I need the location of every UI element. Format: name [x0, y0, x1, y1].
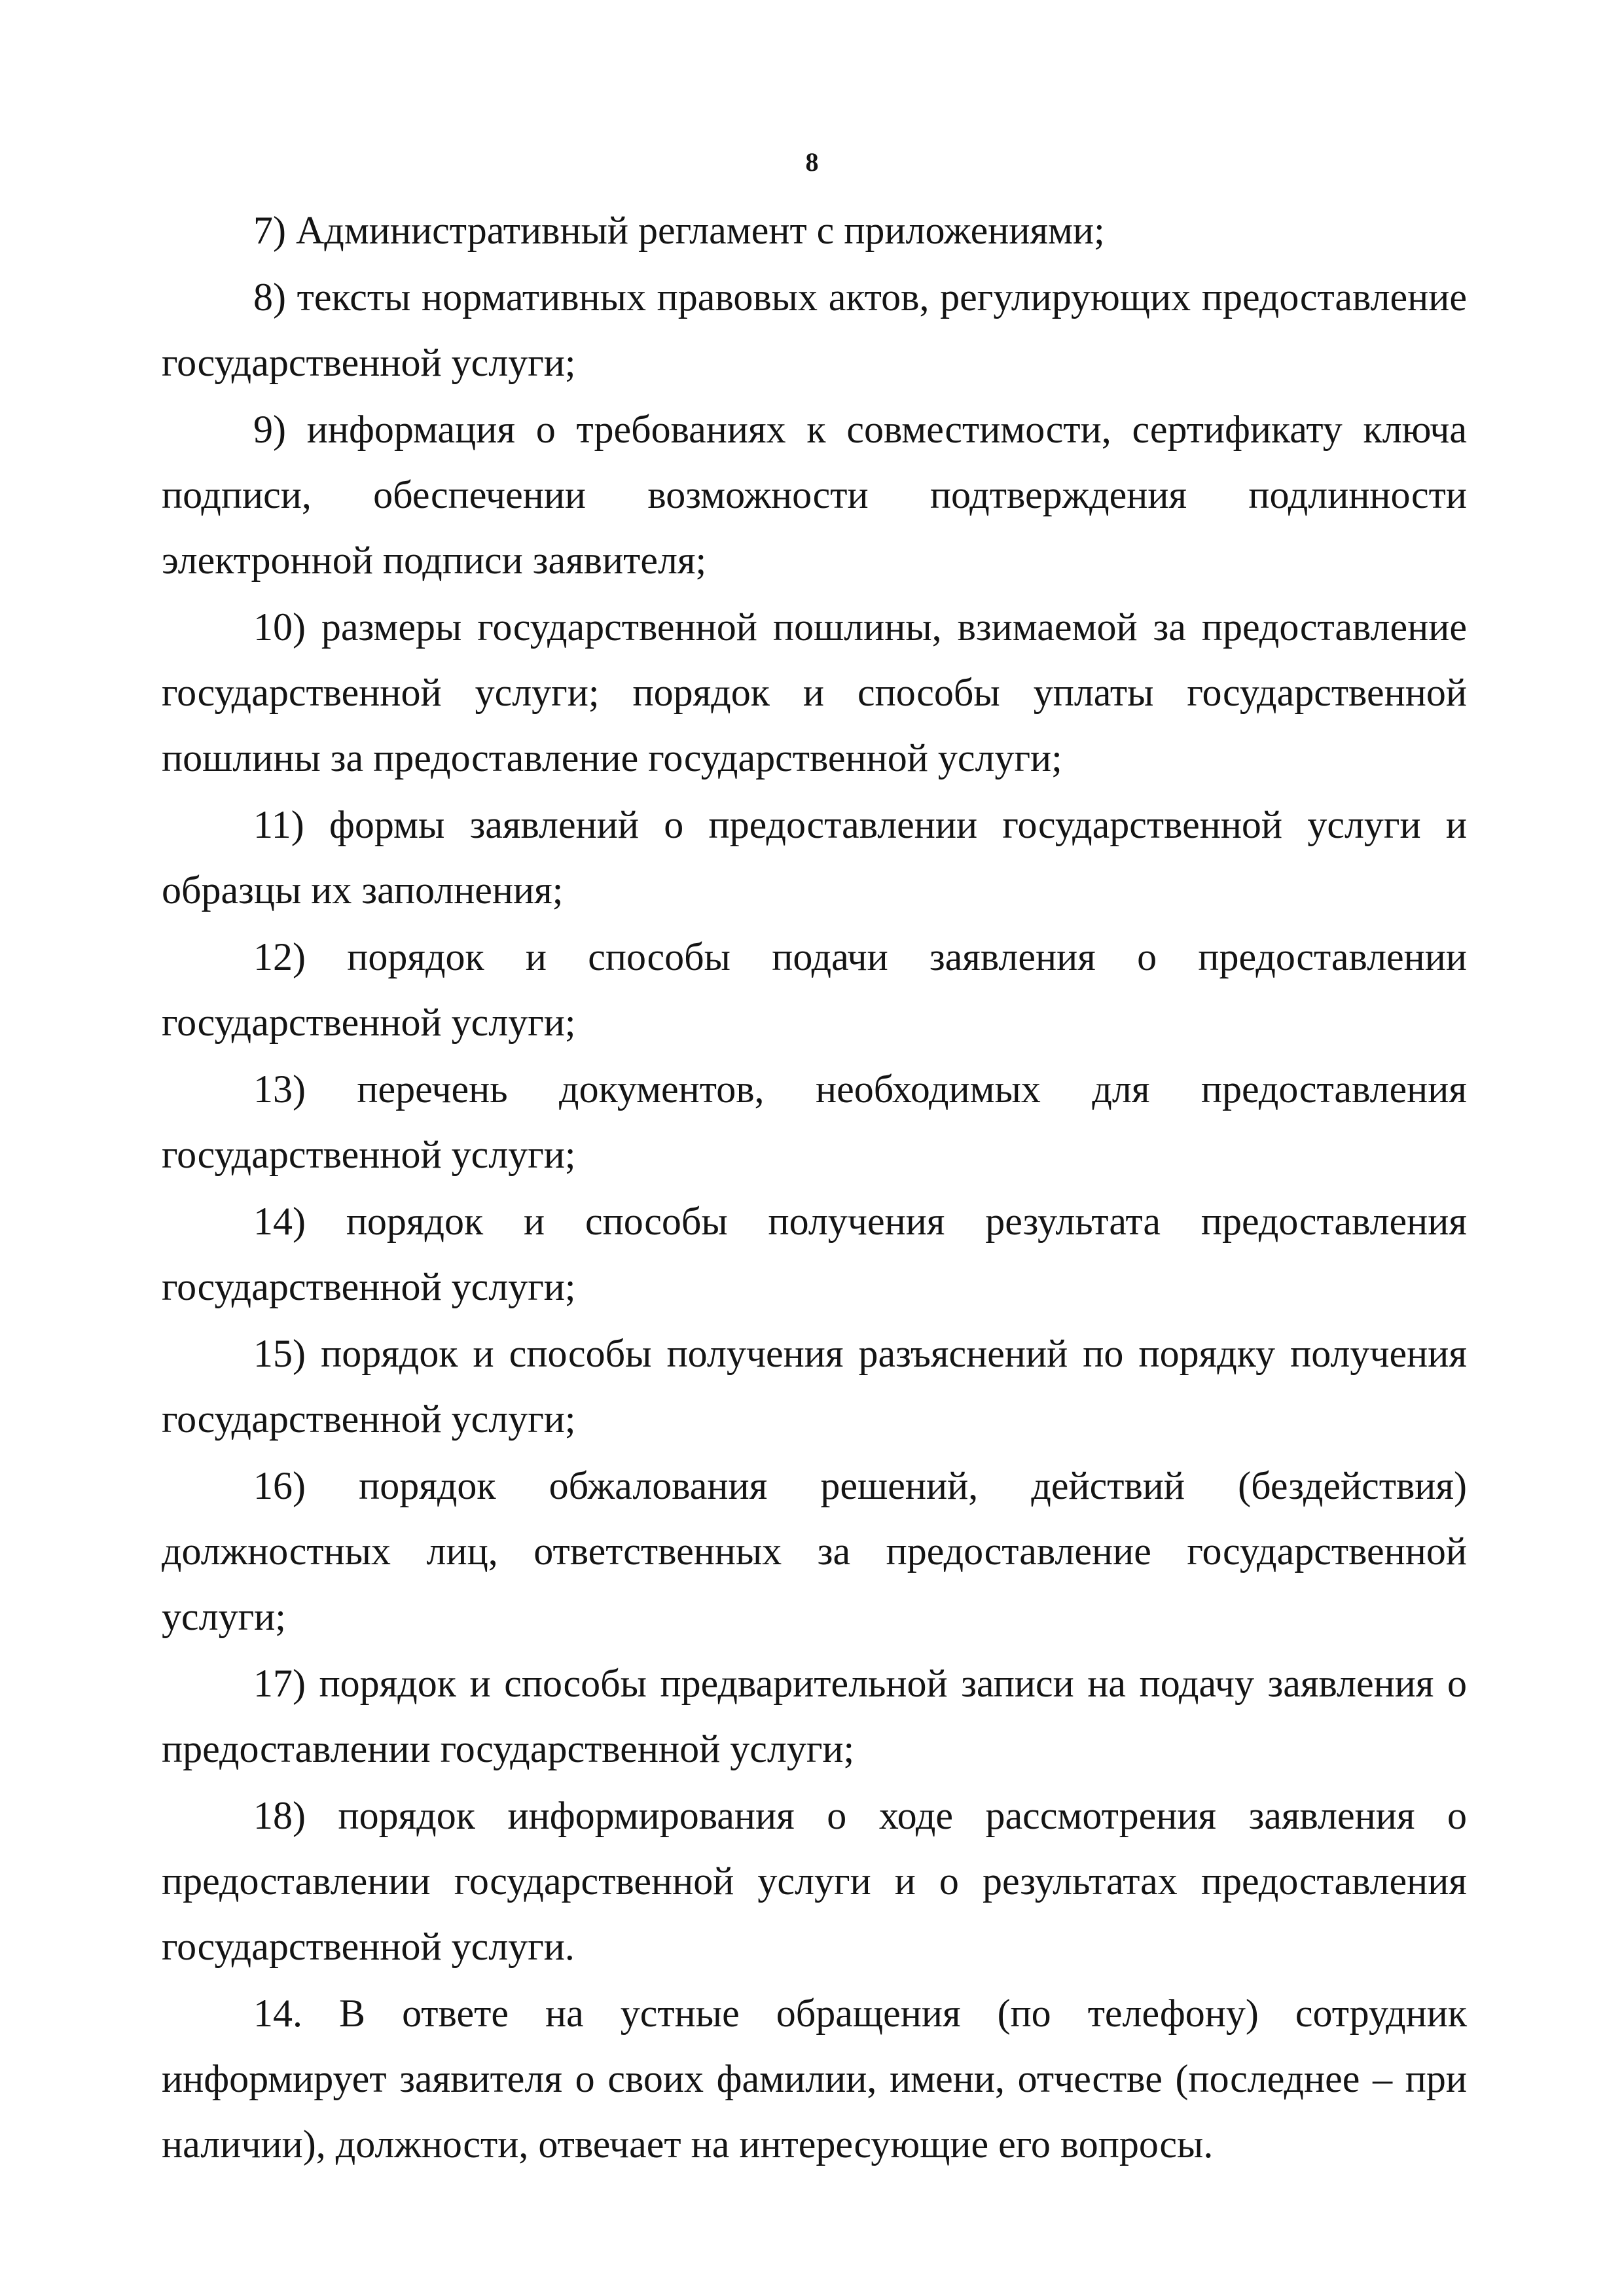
list-item-12: 12) порядок и способы подачи заявления о предоставлении государственной услуги; [162, 935, 1467, 1044]
list-item-9: 9) информация о требованиях к совместимости, сертификату ключа подписи, обеспечении возможности подтверждения подлинности электронной подписи заявителя; [162, 408, 1467, 582]
list-item-7: 7) Административный регламент с приложениями; [253, 209, 1105, 252]
document-body [162, 198, 1467, 2177]
list-item-10: 10) размеры государственной пошлины, взимаемой за предоставление государственной услуги; порядок и способы уплаты государственной пошлины за предоставление государственной услуги; [162, 605, 1467, 780]
list-item-13: 13) перечень документов, необходимых для предоставления государственной услуги; [162, 1067, 1467, 1176]
list-item-18: 18) порядок информирования о ходе рассмотрения заявления о предоставлении государственной услуги и о результатах предоставления государственной услуги. [162, 1794, 1467, 1968]
list-item-14: 14) порядок и способы получения результата предоставления государственной услуги; [162, 1200, 1467, 1308]
section-14-paragraph: 14. В ответе на устные обращения (по телефону) сотрудник информирует заявителя о своих фамилии, имени, отчестве (последнее – при наличии), должности, отвечает на интересующие его вопросы. [162, 1992, 1467, 2166]
list-item-17: 17) порядок и способы предварительной записи на подачу заявления о предоставлении государственной услуги; [162, 1662, 1467, 1770]
list-item-15: 15) порядок и способы получения разъяснений по порядку получения государственной услуги; [162, 1332, 1467, 1441]
page-number: 8 [805, 147, 819, 177]
list-item-11: 11) формы заявлений о предоставлении государственной услуги и образцы их заполнения; [162, 803, 1467, 912]
list-item-8: 8) тексты нормативных правовых актов, регулирующих предоставление государственной услуги; [162, 276, 1467, 384]
list-item-16: 16) порядок обжалования решений, действий (бездействия) должностных лиц, ответственных за предоставление государственной услуги; [162, 1464, 1467, 1638]
